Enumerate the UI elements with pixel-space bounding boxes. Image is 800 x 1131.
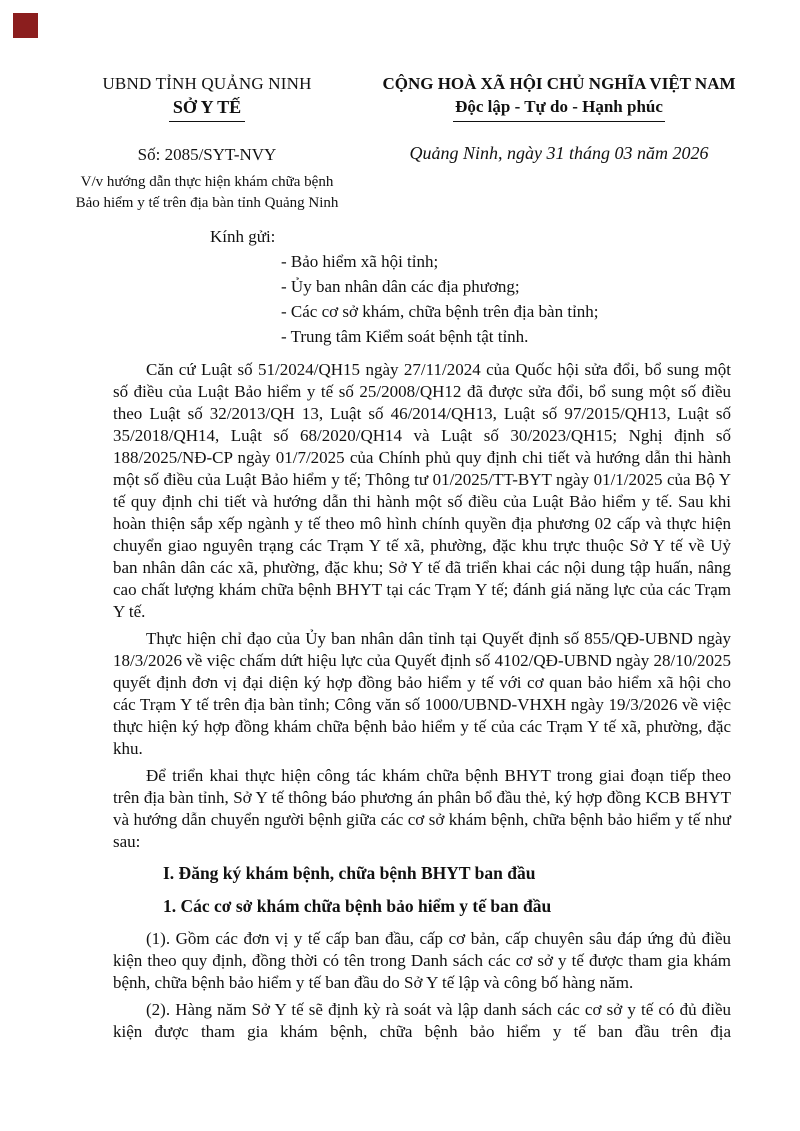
doc-number: Số: 2085/SYT-NVY xyxy=(137,145,277,164)
org-name-wrap xyxy=(52,95,362,122)
place-and-date: Quảng Ninh, ngày 31 tháng 03 năm 2026 xyxy=(409,143,709,163)
recipient-item: - Ủy ban nhân dân các địa phương; xyxy=(281,277,520,296)
recipient-item: - Trung tâm Kiểm soát bệnh tật tỉnh. xyxy=(281,327,529,346)
salutation: Kính gửi: xyxy=(210,227,276,246)
recipient-item: - Các cơ sở khám, chữa bệnh trên địa bàn tỉnh; xyxy=(281,302,599,321)
doc-subject-line2: Bảo hiểm y tế trên địa bàn tỉnh Quảng Ninh xyxy=(75,195,339,211)
document-header xyxy=(0,73,800,214)
recipient-list xyxy=(281,249,599,349)
recipient-item: - Bảo hiểm xã hội tỉnh; xyxy=(281,252,439,271)
document-body xyxy=(113,359,731,1048)
national-motto-wrap xyxy=(354,95,764,122)
recipients-block xyxy=(210,224,599,349)
corner-marker xyxy=(13,13,38,38)
org-name: SỞ Y TẾ xyxy=(169,95,245,122)
org-parent-name: UBND TỈNH QUẢNG NINH xyxy=(102,74,312,93)
body-paragraph: (2). Hàng năm Sở Y tế sẽ định kỳ rà soát và lập danh sách các cơ sở y tế có đủ điều kiện được tham gia khám bệnh, chữa bệnh bảo hiểm y tế ban đầu trên địa xyxy=(113,1000,731,1041)
body-paragraph: Căn cứ Luật số 51/2024/QH15 ngày 27/11/2024 của Quốc hội sửa đổi, bổ sung một số điều của Luật Bảo hiểm y tế số 25/2008/QH12 đã được sửa đổi, bổ sung một số điều theo Luật số 32/2013/QH 13, Luật số 46/2014/QH13, Luật số 97/2015/QH13, Luật số 35/2018/QH14, Luật số 68/2020/QH14 và Luật số 30/2023/QH15; Nghị định số 188/2025/NĐ-CP ngày 01/7/2025 của Chính phủ quy định chi tiết và hướng dẫn thi hành một số điều của Luật Bảo hiểm y tế; Thông tư 01/2025/TT-BYT ngày 01/1/2025 của Bộ Y tế quy định chi tiết và hướng dẫn thi hành một số điều của Luật Bảo hiểm y tế. Sau khi hoàn thiện sắp xếp ngành y tế theo mô hình chính quyền địa phương 02 cấp và thực hiện chuyển giao nguyên trạng các Trạm Y tế xã, phường, đặc khu trực thuộc Sở Y tế về Uỷ ban nhân dân các xã, phường, đặc khu; Sở Y tế đã triển khai các nội dung tập huấn, nâng cao chất lượng khám chữa bệnh BHYT tại các Trạm Y tế; đánh giá năng lực của các Trạm Y tế. xyxy=(113,360,731,621)
body-paragraph: Để triển khai thực hiện công tác khám chữa bệnh BHYT trong giai đoạn tiếp theo trên địa bàn tỉnh, Sở Y tế thông báo phương án phân bổ đầu thẻ, ký hợp đồng KCB BHYT và hướng dẫn chuyển người bệnh giữa các cơ sở khám bệnh, chữa bệnh bảo hiểm y tế như sau: xyxy=(113,766,731,851)
body-paragraph: (1). Gồm các đơn vị y tế cấp ban đầu, cấp cơ bản, cấp chuyên sâu đáp ứng đủ điều kiện theo quy định, đồng thời có tên trong Danh sách các cơ sở y tế được tham gia khám bệnh, chữa bệnh bảo hiểm y tế ban đầu do Sở Y tế lập và công bố hàng năm. xyxy=(113,929,731,992)
national-motto-line2: Độc lập - Tự do - Hạnh phúc xyxy=(453,95,665,122)
body-paragraph: Thực hiện chỉ đạo của Ủy ban nhân dân tỉnh tại Quyết định số 855/QĐ-UBND ngày 18/3/2026 về việc chấm dứt hiệu lực của Quyết định số 4102/QĐ-UBND ngày 28/10/2025 quyết định đơn vị đại diện ký hợp đồng bảo hiểm y tế với cơ quan bảo hiểm xã hội cho các Trạm Y tế trên địa bàn tỉnh; Công văn số 1000/UBND-VHXH ngày 19/3/2026 về việc thực hiện ký hợp đồng khám chữa bệnh bảo hiểm y tế của các Trạm Y tế xã, phường, đặc khu. xyxy=(113,629,731,758)
doc-subject-line1: V/v hướng dẫn thực hiện khám chữa bệnh xyxy=(80,174,334,190)
issuing-org-block xyxy=(52,73,362,214)
section-heading-1: I. Đăng ký khám bệnh, chữa bệnh BHYT ban đầu xyxy=(163,863,536,883)
national-motto-line1: CỘNG HOÀ XÃ HỘI CHỦ NGHĨA VIỆT NAM xyxy=(382,74,736,93)
national-header-block xyxy=(354,73,764,214)
section-heading-1-1: 1. Các cơ sở khám chữa bệnh bảo hiểm y tế ban đầu xyxy=(163,896,552,916)
